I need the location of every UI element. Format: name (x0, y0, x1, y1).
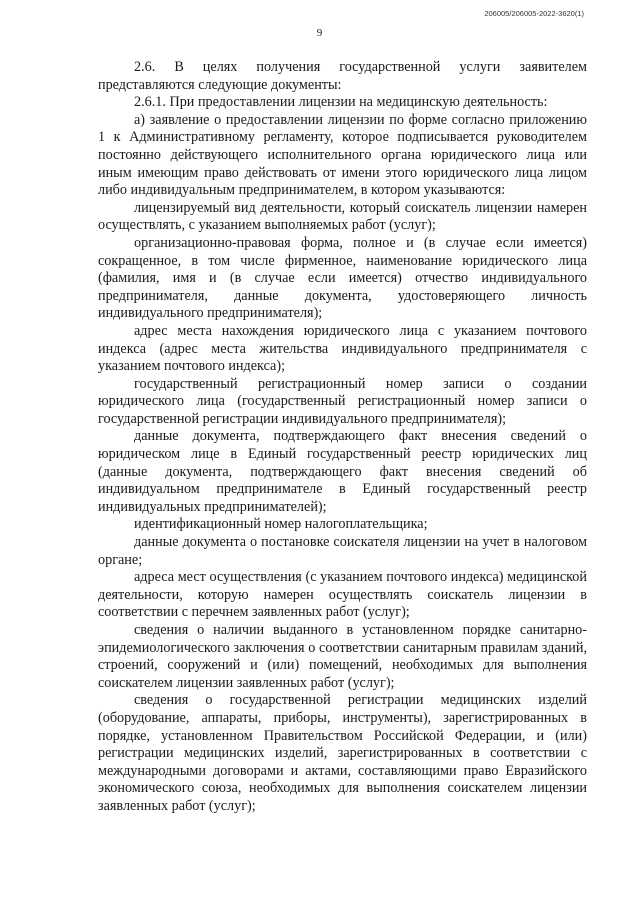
paragraph-sanitary-conclusion: сведения о наличии выданного в установленном порядке санитарно-эпидемиологического заключения о соответствии санитарным правилам зданий, строений, сооружений и (или) помещений, необходимых для выполнения соискателем лицензии заявленных работ (услуг); (98, 622, 587, 691)
document-reference: 206005/206005-2022-3620(1) (484, 9, 584, 18)
paragraph-tax-id: идентификационный номер налогоплательщика; (134, 516, 428, 533)
paragraph-medical-devices: сведения о государственной регистрации медицинских изделий (оборудование, аппараты, приборы, инструменты), зарегистрированных в порядке, установленном Правительством Российской Федерации, и (или) регистрации медицинских изделий, зарегистрированных в соответствии с международными договорами и актами, составляющими право Евразийского экономического союза, необходимых для выполнения соискателем лицензии заявленных работ (услуг); (98, 692, 587, 814)
paragraph-item-a: а) заявление о предоставлении лицензии по форме согласно приложению 1 к Административному регламенту, которое подписывается руководителем постоянно действующего исполнительного органа юридического лица или иным имеющим право действовать от имени этого юридического лица лицом либо индивидуальным предпринимателем, в котором указываются: (98, 111, 587, 199)
document-body (98, 59, 587, 816)
paragraph-registry-document: данные документа, подтверждающего факт внесения сведений о юридическом лице в Единый государственный реестр юридических лиц (данные документа, подтверждающего факт внесения сведений об индивидуальном предпринимателе в Единый государственный реестр индивидуальных предпринимателей); (98, 428, 587, 515)
paragraph-registration-number: государственный регистрационный номер записи о создании юридического лица (государственный регистрационный номер записи о государственной регистрации индивидуального предпринимателя); (98, 375, 587, 427)
paragraph-licensed-activity: лицензируемый вид деятельности, который соискатель лицензии намерен осуществлять, с указанием выполняемых работ (услуг); (98, 199, 587, 234)
paragraph-tax-registration: данные документа о постановке соискателя лицензии на учет в налоговом органе; (98, 534, 587, 568)
page-number: 9 (316, 27, 323, 39)
paragraph-legal-form: организационно-правовая форма, полное и (в случае если имеется) сокращенное, в том числе фирменное, наименование юридического лица (фамилия, имя и (в случае если имеется) отчество индивидуального предпринимателя, данные документа, удостоверяющего личность индивидуального предпринимателя); (98, 234, 587, 322)
paragraph-activity-addresses: адреса мест осуществления (с указанием почтового индекса) медицинской деятельности, которую намерен осуществлять соискатель лицензии в соответствии с перечнем заявленных работ (услуг); (98, 569, 587, 621)
paragraph-2-6: 2.6. В целях получения государственной услуги заявителем представляются следующие документы: (98, 59, 587, 93)
paragraph-2-6-1: 2.6.1. При предоставлении лицензии на медицинскую деятельность: (134, 94, 548, 111)
paragraph-address: адрес места нахождения юридического лица с указанием почтового индекса (адрес места жительства индивидуального предпринимателя с указанием почтового индекса); (98, 322, 587, 375)
